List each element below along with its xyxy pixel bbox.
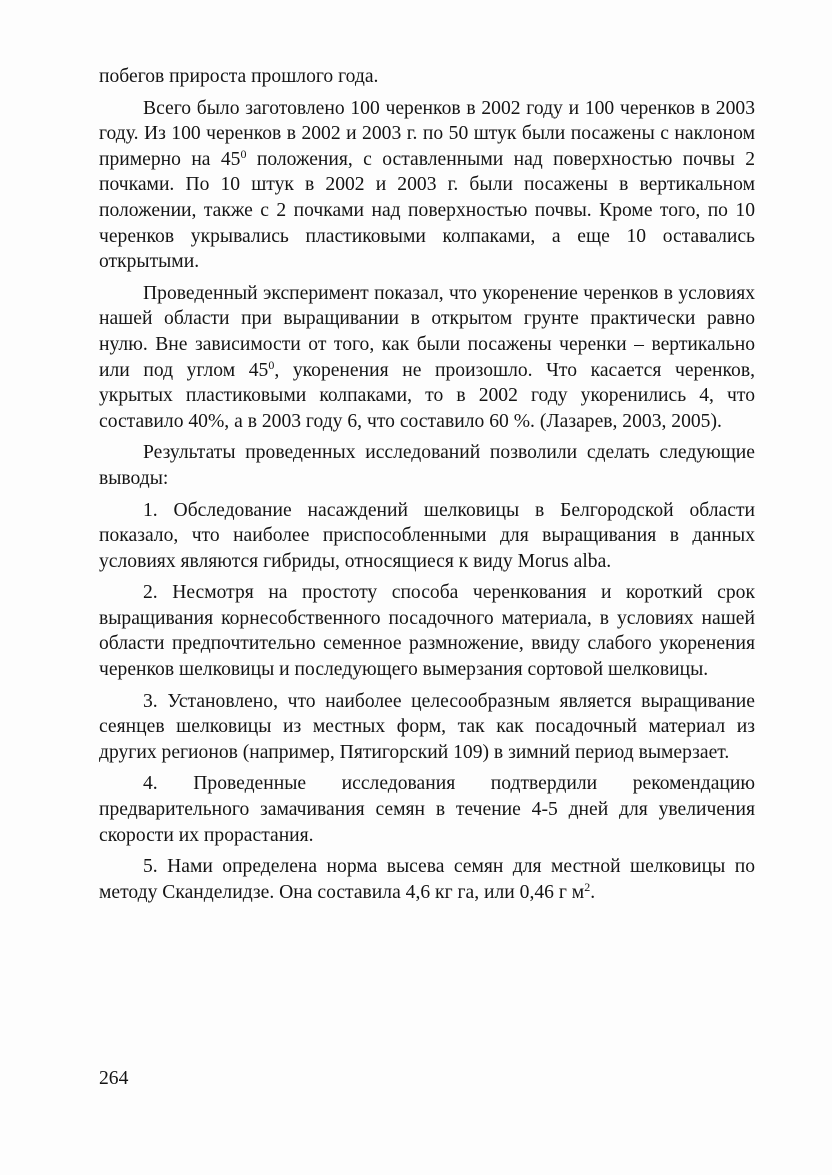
conclusion-item-5: [99, 854, 755, 905]
paragraph-text: , укоренения не произошло. Что касается черенков, укрытых пластиковыми колпаками, то в 2002 году укоренились 4, что составило 40%, а в 2003 году 6, что составило 60 %. (Лазарев, 2003, 2005).: [99, 359, 755, 432]
degree-superscript: 0: [268, 357, 275, 372]
paragraph-experiment-results: [99, 281, 755, 435]
degree-superscript: 0: [240, 146, 247, 161]
paragraph-text: 3. Установлено, что наиболее целесообразным является выращивание сеянцев шелковицы из местных форм, так как посадочный материал из других регионов (например, Пятигорский 109) в зимний период вымерзает.: [99, 690, 755, 763]
paragraph-text: побегов прироста прошлого года.: [99, 66, 379, 87]
paragraph-text: 2. Несмотря на простоту способа черенкования и короткий срок выращивания корнесобственного посадочного материала, в условиях нашей области предпочтительно семенное размножение, ввиду слабого укоренения черенков шелковицы и последующего вымерзания сортовой шелковицы.: [99, 582, 755, 681]
paragraph-text: 4. Проведенные исследования подтвердили рекомендацию предварительного замачивания семян в течение 4-5 дней для увеличения скорости их прорастания.: [99, 773, 755, 846]
square-superscript: 2: [584, 879, 591, 894]
paragraph-text: положения, с оставленными над поверхностью почвы 2 почками. По 10 штук в 2002 и 2003 г. были посажены в вертикальном положении, также с 2 почками над поверхностью почвы. Кроме того, по 10 черенков укрывались пластиковыми колпаками, а еще 10 оставались открытыми.: [99, 148, 755, 273]
paragraph-text: 5. Нами определена норма высева семян для местной шелковицы по методу Сканделидзе. Она составила 4,6 кг га, или 0,46 г м: [99, 856, 755, 903]
paragraph-text: Проведенный эксперимент показал, что укоренение черенков в условиях нашей области при выращивании в открытом грунте практически равно нулю. Вне зависимости от того, как были посажены черенки – вертикально или под углом 45: [99, 282, 755, 381]
conclusion-item-1: [99, 498, 755, 575]
paragraph-text: 1. Обследование насаждений шелковицы в Белгородской области показало, что наиболее приспособленными для выращивания в данных условиях являются гибриды, относящиеся к виду Morus alba.: [99, 499, 755, 572]
conclusion-item-4: [99, 771, 755, 848]
page-number: 264: [99, 1068, 129, 1089]
body-text: [99, 64, 755, 911]
paragraph-text: Всего было заготовлено 100 черенков в 2002 году и 100 черенков в 2003 году. Из 100 черенков в 2002 и 2003 г. по 50 штук были посажены с наклоном примерно на 45: [99, 97, 755, 170]
paragraph-text: Результаты проведенных исследований позволили сделать следующие выводы:: [99, 442, 755, 489]
conclusion-item-3: [99, 689, 755, 766]
paragraph-continuation: [99, 64, 755, 90]
conclusion-item-2: [99, 580, 755, 682]
paragraph-text: .: [590, 881, 596, 903]
paragraph-cuttings-preparation: [99, 96, 755, 275]
paragraph-conclusions-intro: [99, 440, 755, 491]
